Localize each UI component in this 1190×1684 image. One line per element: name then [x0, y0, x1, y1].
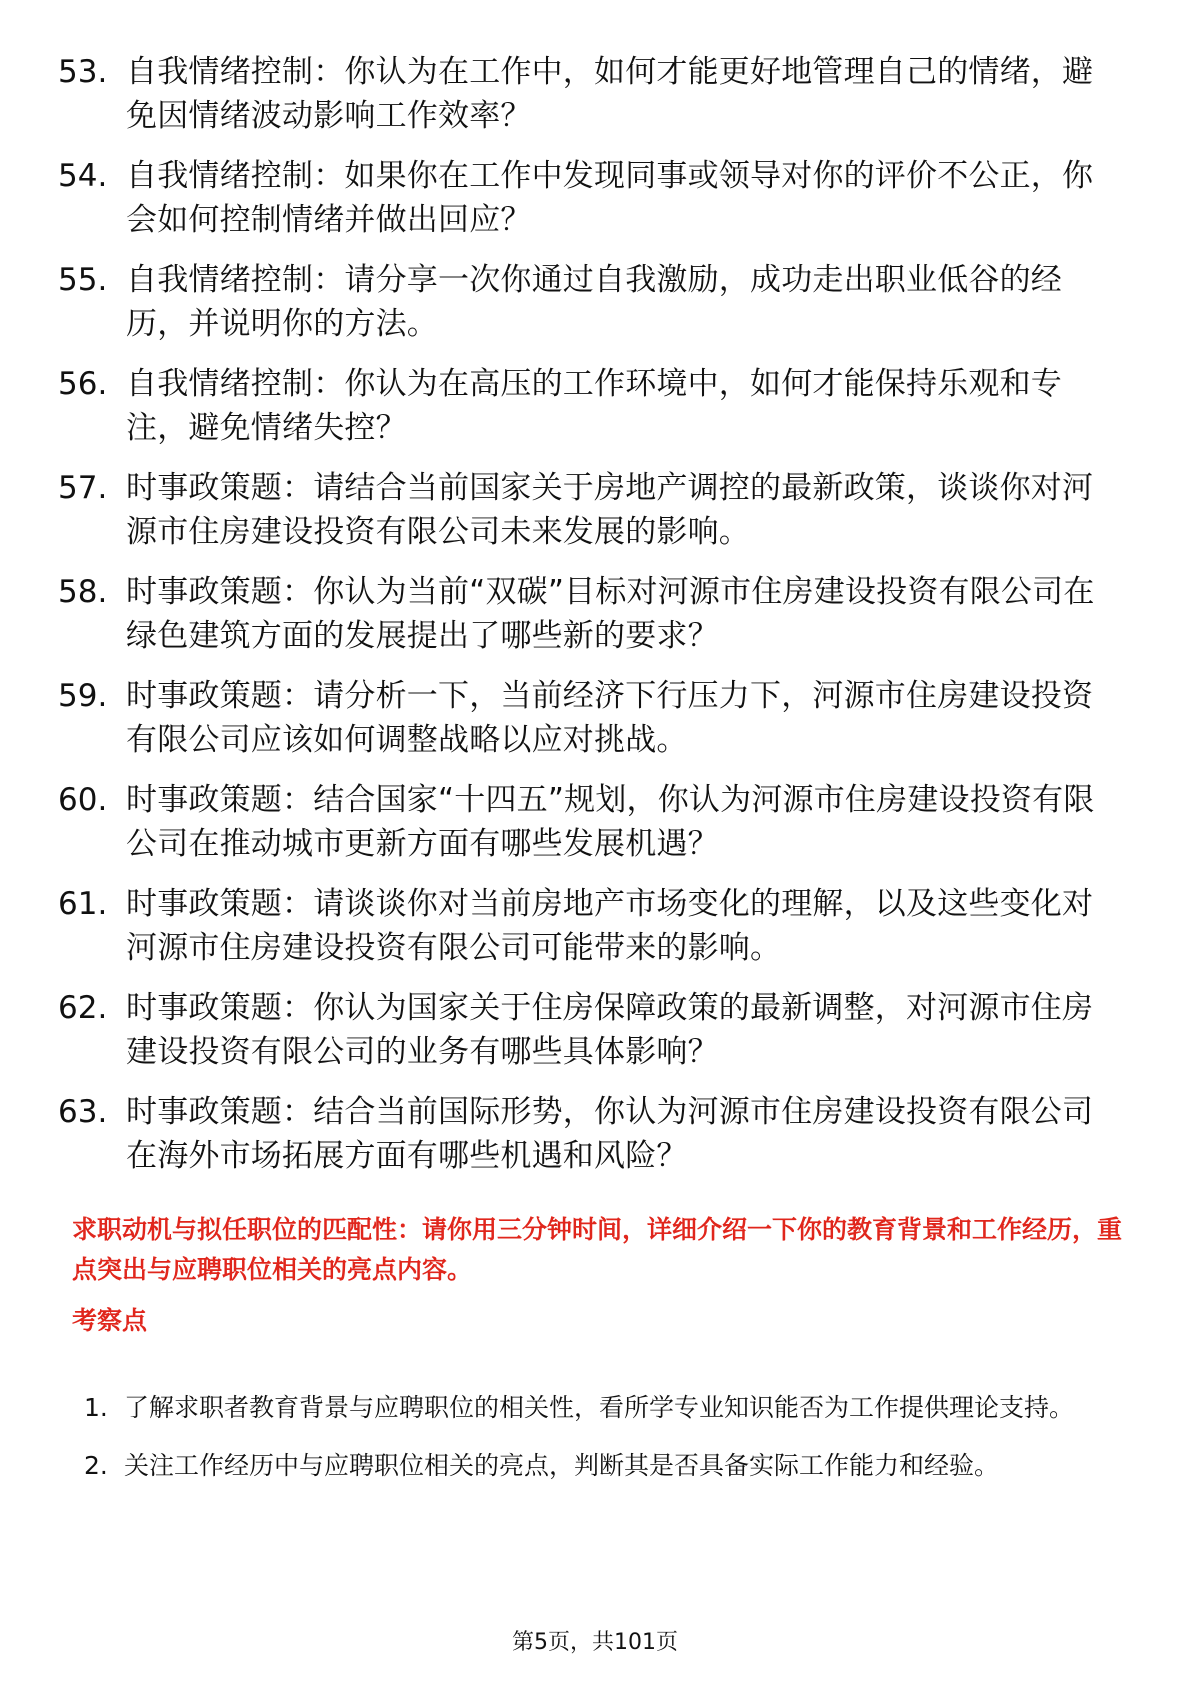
- section-heading: 考察点: [72, 1306, 148, 1335]
- question-item: [58, 50, 1118, 138]
- featured-question: 求职动机与拟任职位的匹配性：请你用三分钟时间，详细介绍一下你的教育背景和工作经历，重点突出与应聘职位相关的亮点内容。: [72, 1215, 1123, 1284]
- question-number: 57.: [58, 470, 108, 506]
- question-text: 时事政策题：请谈谈你对当前房地产市场变化的理解，以及这些变化对河源市住房建设投资有限公司可能带来的影响。: [126, 886, 1094, 966]
- question-item: [58, 570, 1118, 658]
- question-item: [58, 154, 1118, 242]
- page-footer: 第5页，共101页: [512, 1630, 678, 1655]
- point-text: 关注工作经历中与应聘职位相关的亮点，判断其是否具备实际工作能力和经验。: [124, 1451, 1000, 1480]
- question-number: 55.: [58, 262, 108, 298]
- question-text: 自我情绪控制：请分享一次你通过自我激励，成功走出职业低谷的经历，并说明你的方法。: [126, 262, 1062, 342]
- question-number: 63.: [58, 1094, 108, 1130]
- assessment-points-list: [84, 1380, 1124, 1496]
- question-text: 时事政策题：请分析一下，当前经济下行压力下，河源市住房建设投资有限公司应该如何调整战略以应对挑战。: [126, 678, 1094, 758]
- question-text: 时事政策题：请结合当前国家关于房地产调控的最新政策，谈谈你对河源市住房建设投资有限公司未来发展的影响。: [126, 470, 1094, 550]
- question-number: 56.: [58, 366, 108, 402]
- question-item: [58, 986, 1118, 1074]
- question-item: [58, 882, 1118, 970]
- question-text: 时事政策题：结合国家“十四五”规划，你认为河源市住房建设投资有限公司在推动城市更新方面有哪些发展机遇？: [126, 782, 1095, 862]
- question-list: [58, 50, 1118, 1194]
- question-number: 53.: [58, 54, 108, 90]
- question-number: 62.: [58, 990, 108, 1026]
- point-text: 了解求职者教育背景与应聘职位的相关性，看所学专业知识能否为工作提供理论支持。: [124, 1393, 1075, 1422]
- point-number: 2.: [84, 1451, 108, 1480]
- question-text: 时事政策题：你认为国家关于住房保障政策的最新调整，对河源市住房建设投资有限公司的业务有哪些具体影响？: [126, 990, 1094, 1070]
- question-item: [58, 466, 1118, 554]
- question-item: [58, 778, 1118, 866]
- assessment-point: [84, 1438, 1124, 1494]
- point-number: 1.: [84, 1393, 108, 1422]
- question-text: 自我情绪控制：你认为在高压的工作环境中，如何才能保持乐观和专注，避免情绪失控？: [126, 366, 1062, 446]
- question-text: 自我情绪控制：你认为在工作中，如何才能更好地管理自己的情绪，避免因情绪波动影响工作效率？: [126, 54, 1094, 134]
- question-number: 60.: [58, 782, 108, 818]
- assessment-point: [84, 1380, 1124, 1436]
- question-text: 时事政策题：你认为当前“双碳”目标对河源市住房建设投资有限公司在绿色建筑方面的发展提出了哪些新的要求？: [126, 574, 1095, 654]
- question-item: [58, 362, 1118, 450]
- question-number: 59.: [58, 678, 108, 714]
- question-item: [58, 1090, 1118, 1178]
- question-text: 时事政策题：结合当前国际形势，你认为河源市住房建设投资有限公司在海外市场拓展方面有哪些机遇和风险？: [126, 1094, 1094, 1174]
- question-text: 自我情绪控制：如果你在工作中发现同事或领导对你的评价不公正，你会如何控制情绪并做出回应？: [126, 158, 1094, 238]
- question-number: 54.: [58, 158, 108, 194]
- question-item: [58, 674, 1118, 762]
- question-number: 58.: [58, 574, 108, 610]
- question-number: 61.: [58, 886, 108, 922]
- question-item: [58, 258, 1118, 346]
